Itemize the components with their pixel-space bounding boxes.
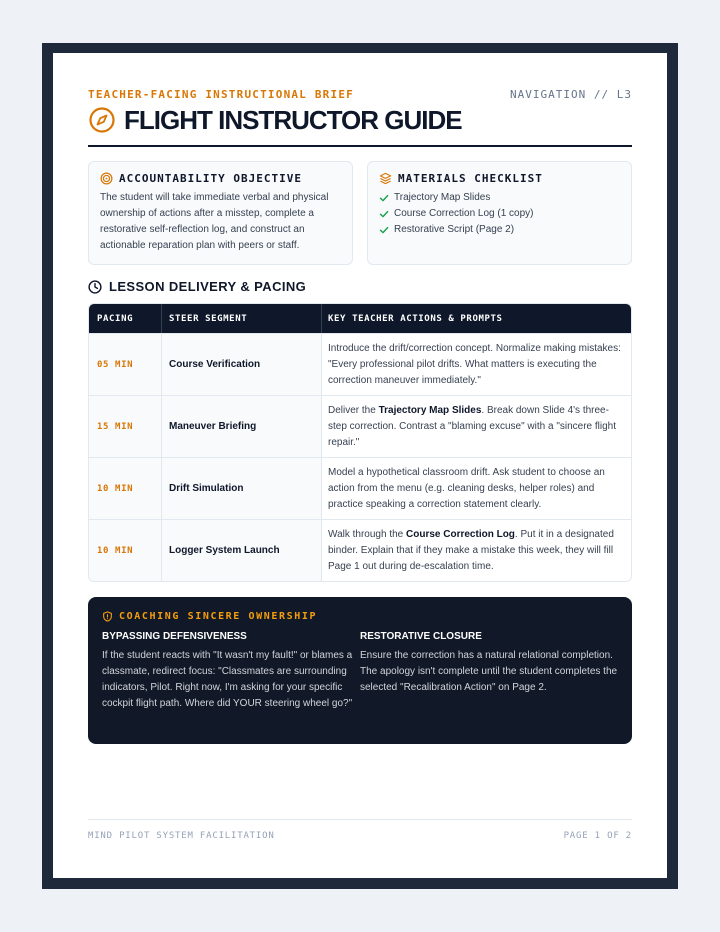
lesson-table [88,303,632,582]
column-header-actions: KEY TEACHER ACTIONS & PROMPTS [321,304,631,333]
coaching-left-text: If the student reacts with "It wasn't my fault!" or blames a classmate, redirect focus: "Classmates are surrounding indicators, Pilot. Right now, I'm asking for your specific cockpit flight path. Where did YOUR steering wheel go?" [102,650,353,709]
row-pacing: 10 MIN [89,520,161,581]
title-divider [88,145,632,147]
row-actions [321,458,631,519]
row-segment: Maneuver Briefing [161,396,321,457]
row-actions-pre: Deliver the [328,404,379,416]
page-title: FLIGHT INSTRUCTOR GUIDE [124,104,462,135]
column-header-pacing: PACING [97,313,134,324]
title-row [88,103,462,137]
check-icon [379,225,389,235]
row-actions-post: . Put it in a designated binder. Explain that if they make a mistake this week, they will fill Page 1 out during de-escalation time. [328,528,614,572]
materials-list [379,190,620,238]
lesson-section-heading [88,279,306,294]
row-pacing: 10 MIN [89,458,161,519]
table-row [89,457,631,519]
row-actions [321,334,631,395]
materials-item [379,206,620,222]
check-icon [379,209,389,219]
row-actions [321,520,631,581]
column-header-segment: STEER SEGMENT [161,304,321,333]
document-page [53,53,667,878]
objective-heading-text: ACCOUNTABILITY OBJECTIVE [119,172,302,185]
objective-card [88,161,353,265]
coaching-heading [102,611,618,622]
coaching-right-title: RESTORATIVE CLOSURE [360,631,482,642]
row-segment: Drift Simulation [161,458,321,519]
lesson-heading-text: LESSON DELIVERY & PACING [109,279,307,294]
table-row [89,395,631,457]
row-actions-bold: Course Correction Log [406,528,515,540]
coaching-left-title: BYPASSING DEFENSIVENESS [102,631,247,642]
footer-system-label: MIND PILOT SYSTEM FACILITATION [88,831,275,841]
coaching-left-column [102,631,360,712]
row-actions-bold: Trajectory Map Slides [378,404,482,416]
row-segment: Course Verification [161,334,321,395]
layers-icon [379,172,392,185]
materials-item-label: Trajectory Map Slides [394,192,491,203]
objective-body: The student will take immediate verbal and physical ownership of actions after a misstep, complete a restorative self-reflection log, and construct an actionable reparation plan with peers or staff. [100,192,329,251]
row-actions-pre: Introduce the drift/correction concept. Normalize making mistakes: "Every professional pilot drifts. What matters is executing the correction maneuver immediately." [328,342,621,386]
materials-item [379,222,620,238]
row-actions-post: . Break down Slide 4's three-step correction. Contrast a "blaming excuse" with a "sincere flight repair." [328,404,617,448]
row-pacing: 15 MIN [89,396,161,457]
row-actions-text [328,465,623,513]
row-segment: Logger System Launch [161,520,321,581]
footer-page-number: PAGE 1 OF 2 [563,831,632,841]
clock-icon [88,280,102,294]
coaching-panel [88,597,632,744]
row-actions-pre: Walk through the [328,528,407,540]
coaching-right-column [360,631,618,712]
row-pacing: 05 MIN [89,334,161,395]
materials-card [367,161,632,265]
row-actions-text [328,527,623,575]
coaching-columns [102,631,618,712]
table-row [89,333,631,395]
navigation-tag: NAVIGATION // L3 [510,88,632,101]
compass-icon [88,106,116,134]
row-actions-text [328,403,623,451]
coaching-right-text: Ensure the correction has a natural relational completion. The apology isn't complete until the student completes the selected "Recalibration Action" on Page 2. [360,650,618,693]
check-icon [379,193,389,203]
table-header [89,304,631,333]
footer-divider [88,819,632,820]
table-row [89,519,631,581]
target-icon [100,172,113,185]
shield-icon [102,611,113,622]
row-actions-pre: Model a hypothetical classroom drift. Ask student to choose an action from the menu (e.g. cleaning desks, helper roles) and practice speaking a correction statement clearly. [328,466,605,510]
coaching-heading-text: COACHING SINCERE OWNERSHIP [119,611,318,622]
materials-heading-text: MATERIALS CHECKLIST [398,172,543,185]
materials-item-label: Restorative Script (Page 2) [394,224,515,235]
objective-heading [100,172,341,185]
materials-heading [379,172,620,185]
materials-item [379,190,620,206]
eyebrow-label: TEACHER-FACING INSTRUCTIONAL BRIEF [88,88,354,101]
row-actions-text [328,341,623,389]
row-actions [321,396,631,457]
materials-item-label: Course Correction Log (1 copy) [394,208,534,219]
